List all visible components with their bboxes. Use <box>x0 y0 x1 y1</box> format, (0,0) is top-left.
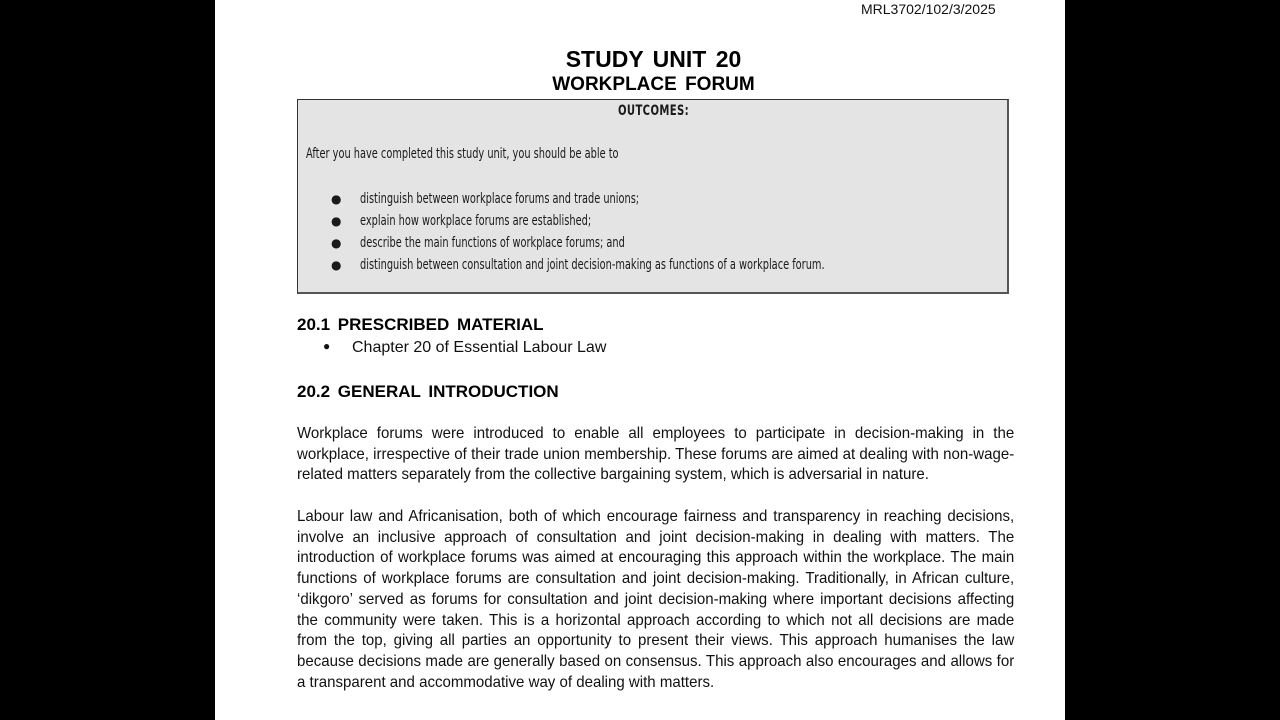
outcome-text: explain how workplace forums are established; <box>360 213 592 229</box>
material-text: Chapter 20 of Essential Labour Law <box>352 339 607 356</box>
intro-paragraph-1: Workplace forums were introduced to enable all employees to participate in decision-making in the workplace, irrespective of their trade union membership. These forums are aimed at dealing with non-wage-related matters separately from the collective bargaining system, which is adversarial in nature. <box>297 425 1015 484</box>
outcomes-heading: OUTCOMES: <box>617 103 690 119</box>
outcome-text: distinguish between workplace forums and trade unions; <box>360 191 640 207</box>
bullet-icon: ● <box>331 258 342 272</box>
outcomes-box <box>297 99 1009 294</box>
study-unit-title: STUDY UNIT 20 <box>565 46 742 72</box>
section-heading-prescribed-material: 20.1 PRESCRIBED MATERIAL <box>297 315 544 334</box>
bullet-icon: ● <box>323 339 331 353</box>
study-unit-subtitle: WORKPLACE FORUM <box>552 74 755 95</box>
bullet-icon: ● <box>331 236 342 250</box>
section-heading-general-introduction: 20.2 GENERAL INTRODUCTION <box>297 382 559 401</box>
outcome-text: describe the main functions of workplace forums; and <box>360 235 625 251</box>
bullet-icon: ● <box>331 214 342 228</box>
outcome-text: distinguish between consultation and joint decision-making as functions of a workplace forum. <box>360 257 825 273</box>
intro-paragraph-2: Labour law and Africanisation, both of which encourage fairness and transparency in reaching decisions, involve an inclusive approach of consultation and joint decision-making in dealing with matters. The introduction of workplace forums was aimed at encouraging this approach within the workplace. The main functions of workplace forums are consultation and joint decision-making. Traditionally, in African culture, ‘dikgoro’ served as forums for consultation and joint decision-making where important decisions affecting the community were taken. This is a horizontal approach according to which not all decisions are made from the top, giving all parties an opportunity to present their views. This approach humanises the law because decisions made are generally based on consensus. This approach also encourages and allows for a transparent and accommodative way of dealing with matters. <box>297 508 1015 691</box>
prescribed-material-item <box>323 339 606 357</box>
bullet-icon: ● <box>331 192 342 206</box>
outcomes-intro: After you have completed this study unit, you should be able to <box>306 146 619 162</box>
reference-code: MRL3702/102/3/2025 <box>861 1 996 17</box>
document-page <box>215 0 1065 720</box>
